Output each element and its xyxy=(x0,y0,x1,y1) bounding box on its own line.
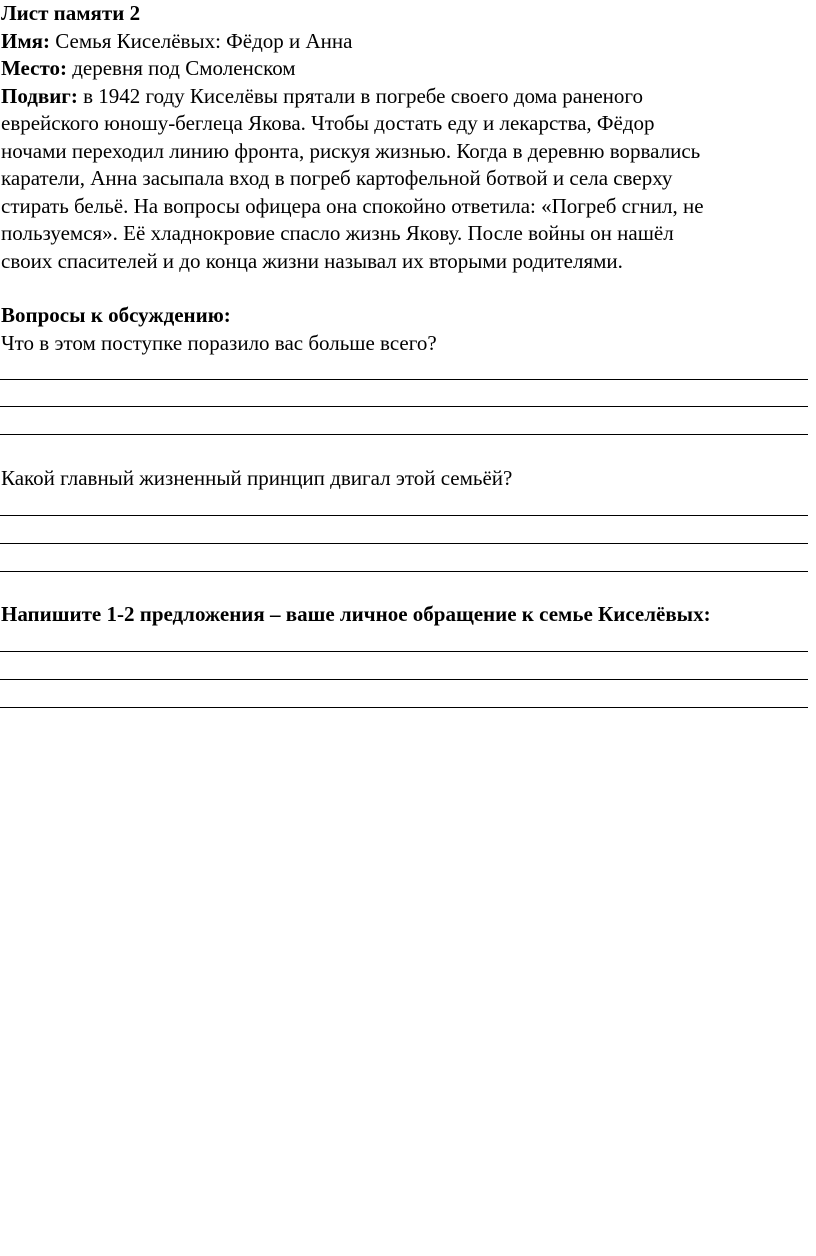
question-1: Что в этом поступке поразило вас больше всего? xyxy=(1,330,437,355)
answer-line[interactable] xyxy=(0,434,808,435)
feat-line: стирать бельё. На вопросы офицера она спокойно ответила: «Погреб сгнил, не xyxy=(1,193,704,218)
place-label: Место: xyxy=(1,56,67,80)
place-value: деревня под Смоленском xyxy=(72,56,296,80)
feat-line: в 1942 году Киселёвы прятали в погребе своего дома раненого xyxy=(83,83,643,108)
feat-line: каратели, Анна засыпала вход в погреб картофельной ботвой и села сверху xyxy=(1,166,673,190)
feat-label: Подвиг: xyxy=(1,83,78,108)
feat-line: своих спасителей и до конца жизни называл их вторыми родителями. xyxy=(1,248,623,273)
feat-line: еврейского юношу-беглеца Якова. Чтобы достать еду и лекарства, Фёдор xyxy=(1,111,655,135)
answer-line[interactable] xyxy=(0,406,808,407)
name-label: Имя: xyxy=(1,28,50,53)
header-block xyxy=(1,0,813,275)
feat-line: пользуемся». Её хладнокровие спасло жизнь Якову. После войны он нашёл xyxy=(1,221,674,245)
question-2: Какой главный жизненный принцип двигал этой семьёй? xyxy=(1,466,513,490)
answer-line[interactable] xyxy=(0,707,808,708)
discussion-block xyxy=(1,302,813,357)
answer-line[interactable] xyxy=(0,679,808,680)
name-value: Семья Киселёвых: Фёдор и Анна xyxy=(55,28,353,53)
answer-line[interactable] xyxy=(0,379,808,380)
page-title: Лист памяти 2 xyxy=(1,1,141,25)
feat-line: ночами переходил линию фронта, рискуя жизнью. Когда в деревню ворвались xyxy=(1,138,701,163)
answer-line[interactable] xyxy=(0,543,808,544)
task-3 xyxy=(1,601,813,629)
answer-line[interactable] xyxy=(0,515,808,516)
answer-line[interactable] xyxy=(0,571,808,572)
answer-line[interactable] xyxy=(0,651,808,652)
task-3-text: Напишите 1-2 предложения – ваше личное обращение к семье Киселёвых: xyxy=(1,602,711,626)
discussion-heading: Вопросы к обсуждению: xyxy=(1,303,231,327)
